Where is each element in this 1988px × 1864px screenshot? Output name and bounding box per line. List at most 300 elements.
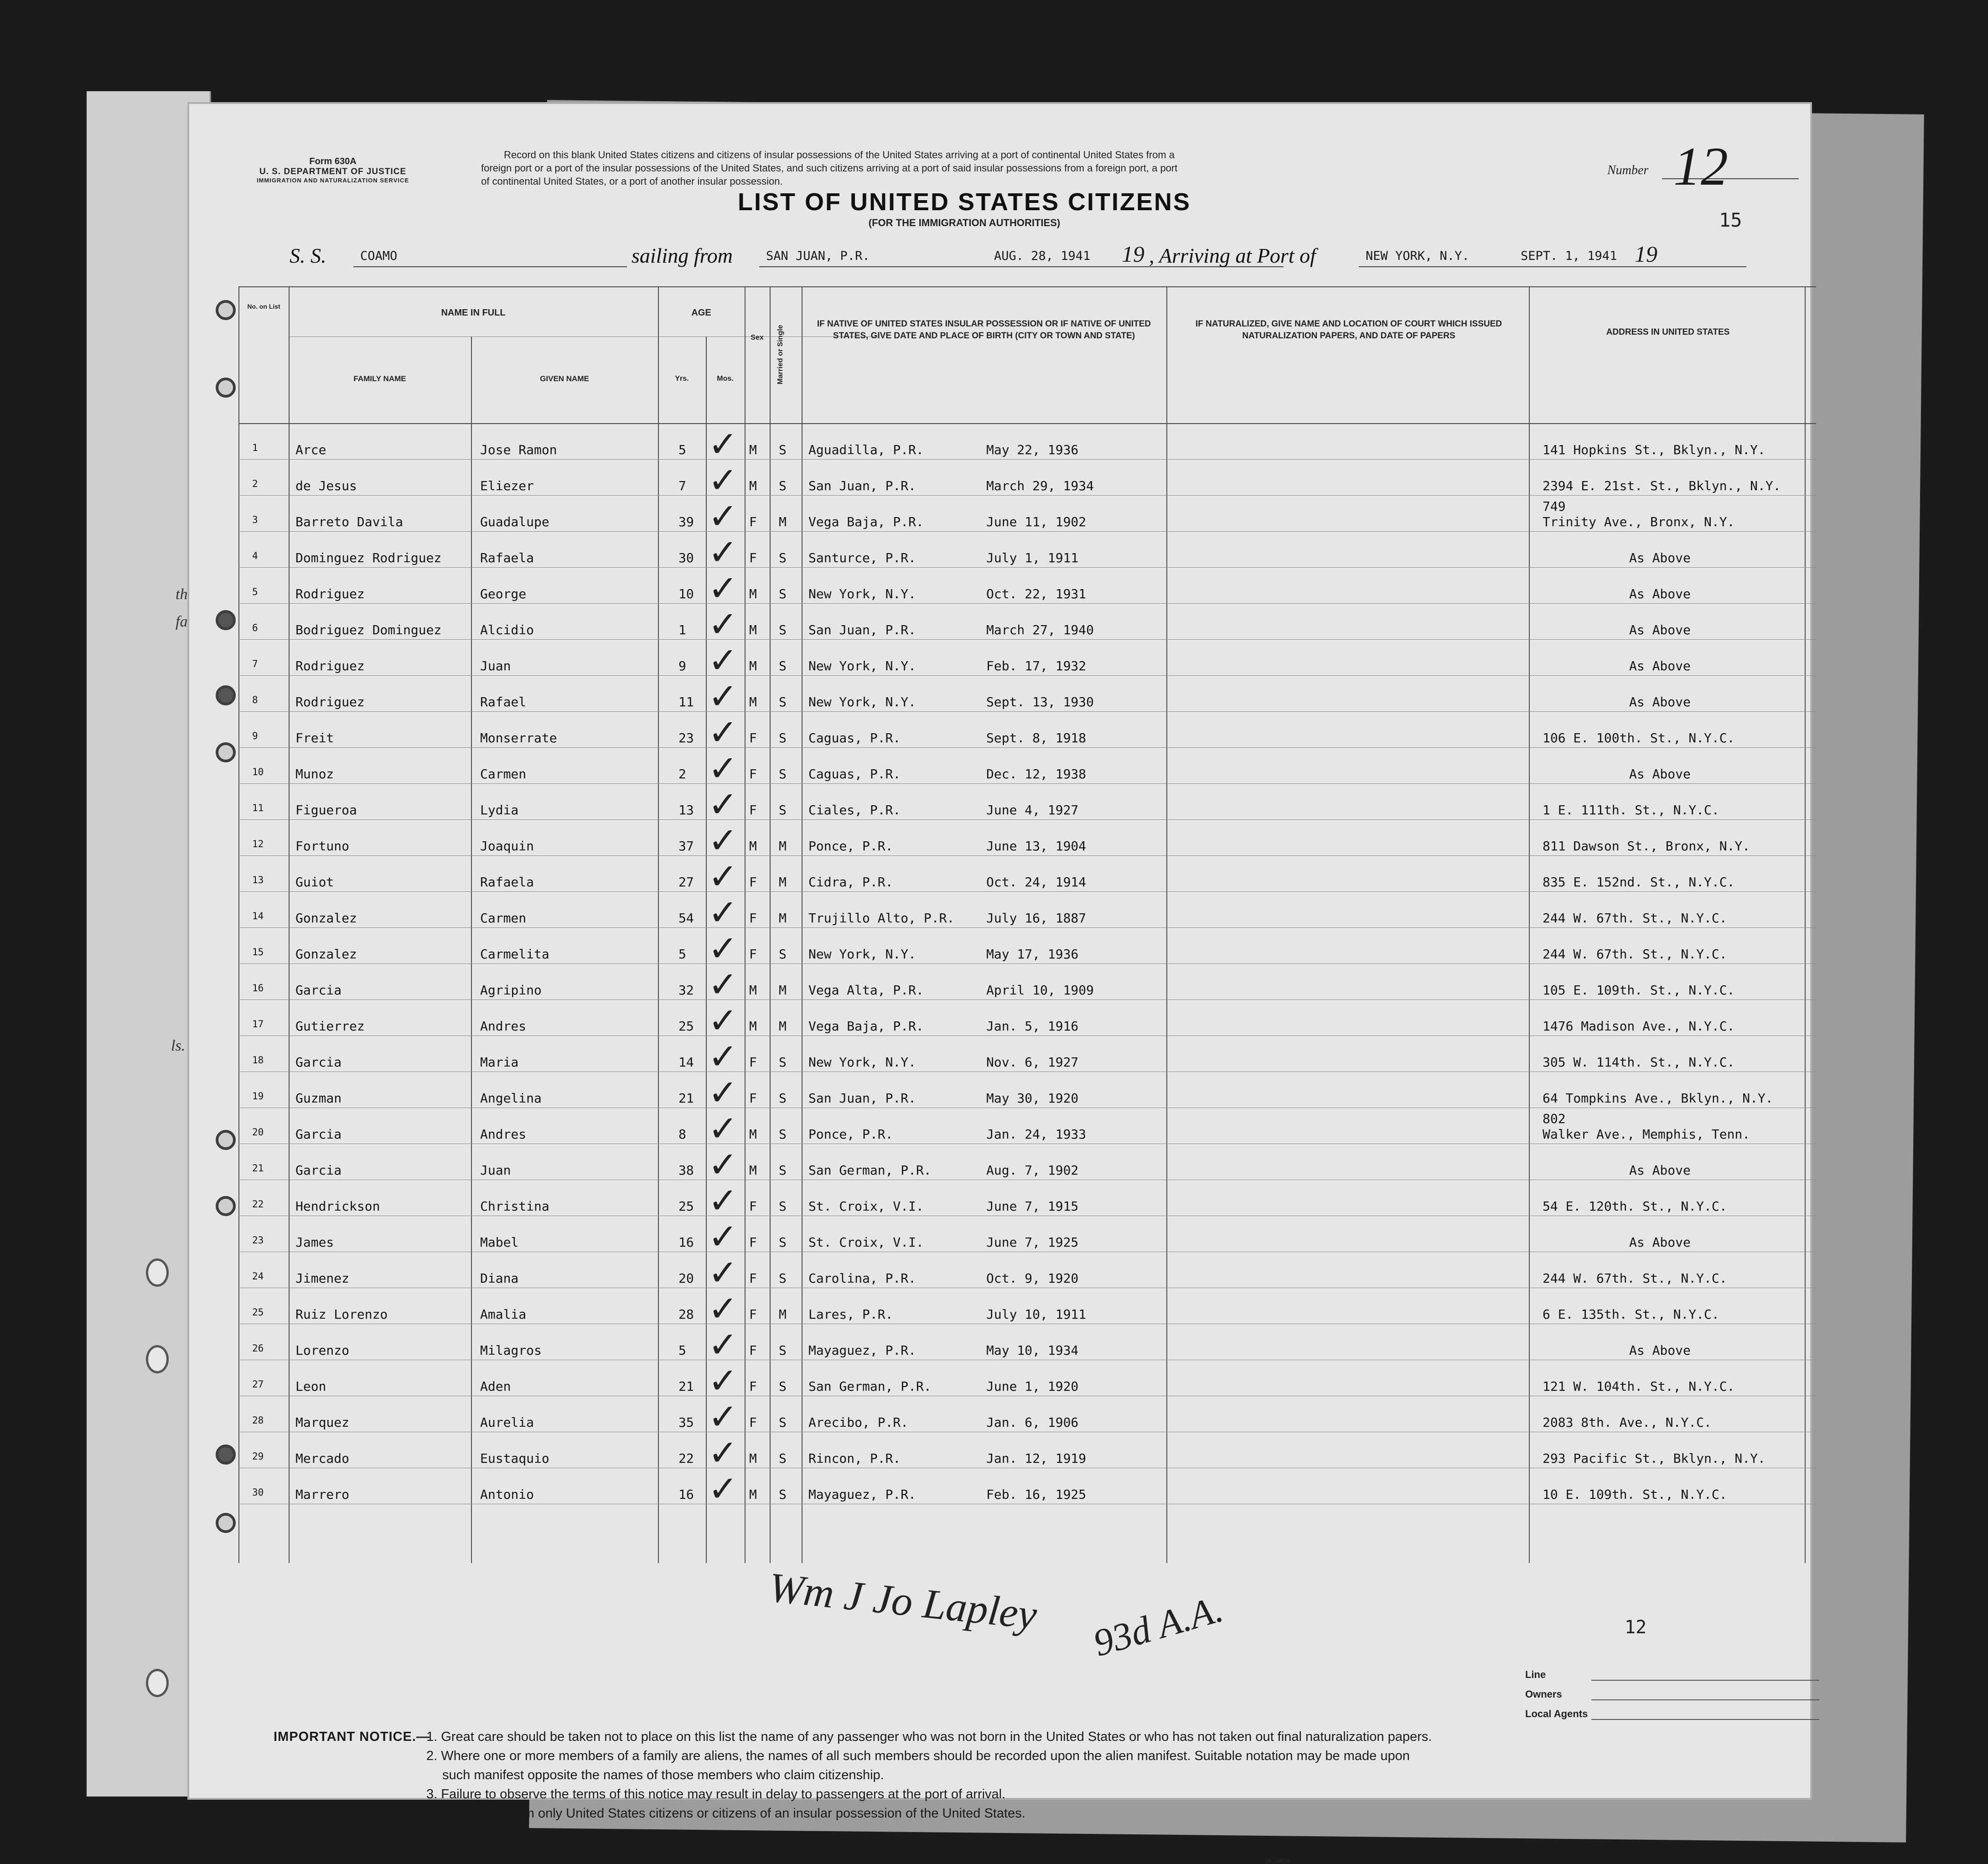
family-name-cell: Arce <box>295 442 326 457</box>
check-mark-icon: ✓ <box>708 820 738 861</box>
age-years-cell: 28 <box>678 1307 694 1322</box>
address-cell: As Above <box>1629 550 1691 565</box>
family-name-cell: Rodriguez <box>295 694 365 709</box>
arrival-date: SEPT. 1, 1941 <box>1521 249 1617 263</box>
check-mark-icon: ✓ <box>708 928 738 969</box>
birthplace-cell: Ponce, P.R. <box>808 839 893 854</box>
sex-cell: M <box>749 1487 757 1502</box>
birthplace-cell: San Juan, P.R. <box>808 478 916 493</box>
birthplace-cell: New York, N.Y. <box>808 658 916 673</box>
table-row <box>238 423 1816 465</box>
row-number: 17 <box>252 1019 264 1030</box>
table-row <box>238 1468 1816 1510</box>
table-row <box>238 1288 1816 1330</box>
form-instructions <box>481 148 1603 188</box>
age-years-cell: 5 <box>678 947 686 962</box>
binder-ring <box>216 685 236 705</box>
birthplace-cell: Cidra, P.R. <box>808 875 893 890</box>
age-years-cell: 21 <box>678 1091 694 1106</box>
address-cell: 811 Dawson St., Bronx, N.Y. <box>1543 839 1750 854</box>
family-name-cell: Leon <box>295 1379 326 1394</box>
header-yrs: Yrs. <box>675 375 689 383</box>
row-number: 19 <box>252 1091 264 1102</box>
family-name-cell: Gonzalez <box>295 947 357 962</box>
header-naturalized: IF NATURALIZED, GIVE NAME AND LOCATION OF COURT WHICH ISSUED NATURALIZATION PAPERS, AND DATE OF PAPERS <box>1195 319 1502 341</box>
marital-status-cell: S <box>779 1163 787 1178</box>
marital-status-cell: M <box>779 983 787 998</box>
age-years-cell: 23 <box>678 730 694 746</box>
header-name-in-full: NAME IN FULL <box>441 308 506 318</box>
family-name-cell: Marrero <box>295 1487 350 1502</box>
age-years-cell: 11 <box>678 694 694 709</box>
binder-ring <box>216 1445 236 1465</box>
address-cell: As Above <box>1629 694 1691 709</box>
marital-status-cell: M <box>779 1307 787 1322</box>
birthdate-cell: Feb. 16, 1925 <box>986 1487 1087 1502</box>
ship-name: COAMO <box>360 249 398 263</box>
form-number: Form 630A <box>309 156 357 166</box>
row-number: 20 <box>252 1127 264 1138</box>
address-cell: As Above <box>1629 1343 1691 1358</box>
birthplace-cell: Santurce, P.R. <box>808 550 916 565</box>
age-years-cell: 20 <box>678 1271 694 1286</box>
number-label: Number <box>1607 163 1649 177</box>
birthdate-cell: Jan. 12, 1919 <box>986 1451 1087 1466</box>
ss-label: S. S. <box>290 244 326 267</box>
age-years-cell: 25 <box>678 1199 694 1214</box>
row-number: 2 <box>252 478 258 489</box>
family-name-cell: Hendrickson <box>295 1199 380 1214</box>
birthplace-cell: Arecibo, P.R. <box>808 1415 909 1430</box>
given-name-cell: Milagros <box>480 1343 542 1358</box>
birthplace-cell: Caguas, P.R. <box>808 730 901 746</box>
family-name-cell: Dominguez Rodriguez <box>295 550 442 565</box>
sailing-from-label: sailing from <box>632 244 733 267</box>
birthplace-cell: San German, P.R. <box>808 1163 932 1178</box>
given-name-cell: Rafaela <box>480 875 534 890</box>
page-bottom-number: 12 <box>1625 1617 1647 1638</box>
given-name-cell: Eliezer <box>480 478 534 493</box>
birthplace-cell: Trujillo Alto, P.R. <box>808 911 955 926</box>
row-number: 13 <box>252 875 264 885</box>
given-name-cell: Amalia <box>480 1307 527 1322</box>
age-years-cell: 30 <box>678 550 694 565</box>
sex-cell: F <box>749 1199 757 1214</box>
age-years-cell: 39 <box>678 514 694 529</box>
birthdate-cell: Jan. 6, 1906 <box>986 1415 1079 1430</box>
check-mark-icon: ✓ <box>708 1325 738 1366</box>
left-fragment-text: ls. <box>171 1037 186 1054</box>
table-row <box>238 999 1816 1041</box>
sex-cell: M <box>749 586 757 601</box>
birthdate-cell: Feb. 17, 1932 <box>986 658 1087 673</box>
given-name-cell: George <box>480 586 527 601</box>
marital-status-cell: S <box>779 1379 787 1394</box>
marital-status-cell: M <box>779 911 787 926</box>
address-cell: 2083 8th. Ave., N.Y.C. <box>1543 1415 1712 1430</box>
header-address: ADDRESS IN UNITED STATES <box>1606 327 1730 337</box>
check-mark-icon: ✓ <box>708 496 738 537</box>
family-name-cell: Rodriguez <box>295 658 365 673</box>
manifest-sheet <box>189 104 1810 1864</box>
birthplace-cell: New York, N.Y. <box>808 586 916 601</box>
address-cell: 10 E. 109th. St., N.Y.C. <box>1543 1487 1727 1502</box>
age-years-cell: 27 <box>678 875 694 890</box>
table-row <box>238 567 1816 609</box>
table-row <box>238 1144 1816 1186</box>
sex-cell: M <box>749 1127 757 1142</box>
instruction-line: Record on this blank United States citizens and citizens of insular possessions of the United States arriving at a port of continental United States from a <box>504 149 1175 161</box>
table-row <box>238 495 1816 537</box>
local-agents-label: Local Agents <box>1525 1708 1588 1719</box>
birthdate-cell: Sept. 8, 1918 <box>986 730 1087 746</box>
birthplace-cell: Vega Alta, P.R. <box>808 983 924 998</box>
sex-cell: M <box>749 1163 757 1178</box>
sex-cell: M <box>749 1019 757 1034</box>
given-name-cell: Carmen <box>480 766 527 782</box>
notice-item-3: 3. Failure to observe the terms of this notice may result in delay to passengers at the port of arrival. <box>426 1787 1006 1802</box>
row-number: 7 <box>252 658 258 669</box>
sailing-year-label: 19 <box>1122 241 1144 267</box>
table-row <box>238 819 1816 861</box>
age-years-cell: 14 <box>678 1055 694 1070</box>
family-name-cell: Freit <box>295 730 334 746</box>
row-number: 29 <box>252 1451 264 1462</box>
family-name-cell: Garcia <box>295 1163 342 1178</box>
birthplace-cell: Carolina, P.R. <box>808 1271 916 1286</box>
age-years-cell: 54 <box>678 911 694 926</box>
age-years-cell: 5 <box>678 442 686 457</box>
sex-cell: F <box>749 1415 757 1430</box>
family-name-cell: Figueroa <box>295 803 357 818</box>
given-name-cell: Joaquin <box>480 839 534 854</box>
age-years-cell: 25 <box>678 1019 694 1034</box>
age-years-cell: 21 <box>678 1379 694 1394</box>
birthdate-cell: Jan. 24, 1933 <box>986 1127 1087 1142</box>
sex-cell: F <box>749 1271 757 1286</box>
check-mark-icon: ✓ <box>708 1000 738 1041</box>
birthdate-cell: June 7, 1925 <box>986 1235 1079 1250</box>
birthdate-cell: Nov. 6, 1927 <box>986 1055 1079 1070</box>
row-number: 18 <box>252 1055 264 1066</box>
address-cell: As Above <box>1629 622 1691 637</box>
sex-cell: M <box>749 694 757 709</box>
print-code: 16—18550 <box>1265 1859 1290 1864</box>
header-sex: Sex <box>751 334 764 342</box>
check-mark-icon: ✓ <box>708 424 738 465</box>
table-row <box>238 747 1816 789</box>
given-name-cell: Carmelita <box>480 947 549 962</box>
binder-ring <box>216 1130 236 1150</box>
sex-cell: F <box>749 1235 757 1250</box>
address-cell: 6 E. 135th. St., N.Y.C. <box>1543 1307 1719 1322</box>
sex-cell: F <box>749 1055 757 1070</box>
row-number: 26 <box>252 1343 264 1354</box>
birthdate-cell: Oct. 22, 1931 <box>986 586 1087 601</box>
birthplace-cell: San German, P.R. <box>808 1379 932 1394</box>
notice-item-1: 1. Great care should be taken not to place on this list the name of any passenger who was not born in the United States or who has not taken out final naturalization papers. <box>426 1729 1432 1744</box>
birthdate-cell: June 13, 1904 <box>986 839 1087 854</box>
check-mark-icon: ✓ <box>708 1036 738 1077</box>
table-row <box>238 1216 1816 1258</box>
age-years-cell: 8 <box>678 1127 686 1142</box>
marital-status-cell: S <box>779 1415 787 1430</box>
address-cell: 106 E. 100th. St., N.Y.C. <box>1543 730 1735 746</box>
age-years-cell: 13 <box>678 803 694 818</box>
sex-cell: M <box>749 1451 757 1466</box>
table-row <box>238 927 1816 969</box>
header-married-single: Married or Single <box>777 325 784 385</box>
sex-cell: M <box>749 478 757 493</box>
header-given-name: GIVEN NAME <box>540 374 589 383</box>
binder-ring <box>216 300 236 320</box>
marital-status-cell: S <box>779 1091 787 1106</box>
birthdate-cell: Jan. 5, 1916 <box>986 1019 1079 1034</box>
row-number: 22 <box>252 1199 264 1210</box>
row-number: 11 <box>252 803 264 813</box>
officer-signature-suffix: 93d A.A. <box>1088 1587 1228 1665</box>
birthdate-cell: May 30, 1920 <box>986 1091 1079 1106</box>
table-rule <box>238 286 1816 287</box>
check-mark-icon: ✓ <box>708 676 738 717</box>
binder-ring <box>216 378 236 398</box>
given-name-cell: Andres <box>480 1019 527 1034</box>
given-name-cell: Monserrate <box>480 730 557 746</box>
birthplace-cell: San Juan, P.R. <box>808 622 916 637</box>
given-name-cell: Angelina <box>480 1091 542 1106</box>
check-mark-icon: ✓ <box>708 1397 738 1438</box>
check-mark-icon: ✓ <box>708 892 738 933</box>
birthplace-cell: Caguas, P.R. <box>808 766 901 782</box>
birthplace-cell: Ciales, P.R. <box>808 803 901 818</box>
given-name-cell: Agripino <box>480 983 542 998</box>
marital-status-cell: S <box>779 1487 787 1502</box>
check-mark-icon: ✓ <box>708 1253 738 1294</box>
table-row <box>238 603 1816 645</box>
ship-underline <box>353 266 627 267</box>
page-number: 15 <box>1719 209 1742 231</box>
given-name-cell: Guadalupe <box>480 514 549 529</box>
sex-cell: F <box>749 911 757 926</box>
line-label: Line <box>1525 1669 1546 1680</box>
table-row <box>238 1324 1816 1366</box>
given-name-cell: Andres <box>480 1127 527 1142</box>
address-cell: As Above <box>1629 1163 1691 1178</box>
row-number: 9 <box>252 730 258 741</box>
birthdate-cell: April 10, 1909 <box>986 983 1094 998</box>
table-row <box>238 1180 1816 1222</box>
marital-status-cell: S <box>779 1127 787 1142</box>
owners-underline <box>1591 1699 1819 1700</box>
header-mos: Mos. <box>717 375 734 383</box>
marital-status-cell: M <box>779 875 787 890</box>
header-family-name: FAMILY NAME <box>353 374 406 383</box>
list-number: 12 <box>1673 136 1728 197</box>
marital-status-cell: S <box>779 947 787 962</box>
row-number: 30 <box>252 1487 264 1498</box>
passenger-table <box>238 286 1816 1563</box>
row-number: 16 <box>252 983 264 994</box>
table-row <box>238 891 1816 933</box>
given-name-cell: Maria <box>480 1055 519 1070</box>
address-cell: 244 W. 67th. St., N.Y.C. <box>1543 911 1727 926</box>
age-years-cell: 10 <box>678 586 694 601</box>
address-cell: 244 W. 67th. St., N.Y.C. <box>1543 1271 1727 1286</box>
check-mark-icon: ✓ <box>708 1217 738 1258</box>
owners-label: Owners <box>1525 1688 1562 1700</box>
birthdate-cell: July 16, 1887 <box>986 911 1087 926</box>
sex-cell: F <box>749 1379 757 1394</box>
family-name-cell: Garcia <box>295 1055 342 1070</box>
marital-status-cell: S <box>779 730 787 746</box>
arrival-year-label: 19 <box>1635 241 1657 267</box>
table-row <box>238 1252 1816 1294</box>
row-number: 25 <box>252 1307 264 1318</box>
marital-status-cell: S <box>779 1199 787 1214</box>
document-title: LIST OF UNITED STATES CITIZENS <box>738 188 1191 216</box>
sex-cell: M <box>749 983 757 998</box>
row-number: 15 <box>252 947 264 958</box>
address-cell: 2394 E. 21st. St., Bklyn., N.Y. <box>1543 478 1781 493</box>
age-years-cell: 37 <box>678 839 694 854</box>
sex-cell: M <box>749 839 757 854</box>
sex-cell: F <box>749 1343 757 1358</box>
table-row <box>238 639 1816 681</box>
check-mark-icon: ✓ <box>708 1144 738 1186</box>
address-cell: 305 W. 114th. St., N.Y.C. <box>1543 1055 1735 1070</box>
table-row <box>238 1036 1816 1077</box>
given-name-cell: Christina <box>480 1199 549 1214</box>
address-cell: As Above <box>1629 1235 1691 1250</box>
address-cell: 1 E. 111th. St., N.Y.C. <box>1543 803 1719 818</box>
birthplace-cell: San Juan, P.R. <box>808 1091 916 1106</box>
address-cell: Trinity Ave., Bronx, N.Y. <box>1543 514 1735 529</box>
age-years-cell: 1 <box>678 622 686 637</box>
row-number: 1 <box>252 442 258 453</box>
family-name-cell: Ruiz Lorenzo <box>295 1307 388 1322</box>
family-name-cell: Marquez <box>295 1415 350 1430</box>
check-mark-icon: ✓ <box>708 640 738 681</box>
address-cell: 244 W. 67th. St., N.Y.C. <box>1543 947 1727 962</box>
table-row <box>238 711 1816 753</box>
age-years-cell: 5 <box>678 1343 686 1358</box>
birthdate-cell: June 4, 1927 <box>986 803 1079 818</box>
row-number: 3 <box>252 514 258 525</box>
notice-item-4: 4. List on this form only United States citizens or citizens of an insular possession of the United States. <box>426 1806 1025 1821</box>
address-cell: 54 E. 120th. St., N.Y.C. <box>1543 1199 1727 1214</box>
check-mark-icon: ✓ <box>708 1072 738 1113</box>
marital-status-cell: M <box>779 839 787 854</box>
arrival-port: NEW YORK, N.Y. <box>1366 249 1470 263</box>
age-years-cell: 32 <box>678 983 694 998</box>
birthplace-cell: New York, N.Y. <box>808 1055 916 1070</box>
birthdate-cell: July 10, 1911 <box>986 1307 1087 1322</box>
address-cell: 141 Hopkins St., Bklyn., N.Y. <box>1543 442 1765 457</box>
birthdate-cell: Dec. 12, 1938 <box>986 766 1087 782</box>
address-cell: 121 W. 104th. St., N.Y.C. <box>1543 1379 1735 1394</box>
given-name-cell: Diana <box>480 1271 519 1286</box>
check-mark-icon: ✓ <box>708 748 738 789</box>
marital-status-cell: M <box>779 514 787 529</box>
birthplace-cell: New York, N.Y. <box>808 947 916 962</box>
birthdate-cell: May 10, 1934 <box>986 1343 1079 1358</box>
notice-item-2: 2. Where one or more members of a family are aliens, the names of all such members should be recorded upon the alien manifest. Suitable notation may be made upon <box>426 1749 1410 1763</box>
given-name-cell: Alcidio <box>480 622 534 637</box>
sex-cell: F <box>749 947 757 962</box>
sex-cell: F <box>749 550 757 565</box>
arriving-label: , Arriving at Port of <box>1149 244 1316 267</box>
age-years-cell: 38 <box>678 1163 694 1178</box>
marital-status-cell: S <box>779 1451 787 1466</box>
marital-status-cell: S <box>779 1271 787 1286</box>
birthplace-cell: Ponce, P.R. <box>808 1127 893 1142</box>
sex-cell: M <box>749 622 757 637</box>
given-name-cell: Rafael <box>480 694 527 709</box>
marital-status-cell: S <box>779 803 787 818</box>
given-name-cell: Aden <box>480 1379 511 1394</box>
binder-ring <box>216 610 236 630</box>
given-name-cell: Eustaquio <box>480 1451 549 1466</box>
punch-hole <box>146 1345 169 1373</box>
family-name-cell: Garcia <box>295 983 342 998</box>
family-name-cell: Fortuno <box>295 839 350 854</box>
given-name-cell: Juan <box>480 658 511 673</box>
birthdate-cell: Oct. 24, 1914 <box>986 875 1087 890</box>
instruction-line: of continental United States, or a port of another insular possession. <box>481 176 783 187</box>
family-name-cell: Jimenez <box>295 1271 350 1286</box>
marital-status-cell: S <box>779 658 787 673</box>
age-years-cell: 7 <box>678 478 686 493</box>
sailing-port: SAN JUAN, P.R. <box>766 249 870 263</box>
address-cell: As Above <box>1629 766 1691 782</box>
binder-ring <box>216 1196 236 1216</box>
check-mark-icon: ✓ <box>708 1108 738 1149</box>
sex-cell: F <box>749 730 757 746</box>
age-years-cell: 9 <box>678 658 686 673</box>
marital-status-cell: S <box>779 766 787 782</box>
punch-hole <box>146 1258 169 1287</box>
check-mark-icon: ✓ <box>708 1289 738 1330</box>
birthdate-cell: May 17, 1936 <box>986 947 1079 962</box>
check-mark-icon: ✓ <box>708 460 738 501</box>
family-name-cell: Garcia <box>295 1127 342 1142</box>
address-number-cell: 802 <box>1543 1111 1566 1126</box>
family-name-cell: Bodriguez Dominguez <box>295 622 442 637</box>
birthplace-cell: Aguadilla, P.R. <box>808 442 924 457</box>
instruction-line: foreign port or a port of the insular possessions of the United States, and such citizens arriving at a port of said insular possessions from a foreign port, a port <box>481 162 1178 174</box>
local-agents-underline <box>1591 1719 1819 1720</box>
given-name-cell: Mabel <box>480 1235 519 1250</box>
birthdate-cell: March 29, 1934 <box>986 478 1094 493</box>
check-mark-icon: ✓ <box>708 1361 738 1402</box>
check-mark-icon: ✓ <box>708 568 738 609</box>
birthdate-cell: June 11, 1902 <box>986 514 1087 529</box>
sex-cell: M <box>749 658 757 673</box>
birthdate-cell: Aug. 7, 1902 <box>986 1163 1079 1178</box>
service-name: IMMIGRATION AND NATURALIZATION SERVICE <box>256 177 409 184</box>
birthdate-cell: May 22, 1936 <box>986 442 1079 457</box>
check-mark-icon: ✓ <box>708 532 738 573</box>
table-row <box>238 963 1816 1005</box>
header-birthplace: IF NATIVE OF UNITED STATES INSULAR POSSESSION OR IF NATIVE OF UNITED STATES, GIVE DATE AND PLACE OF BIRTH (CITY OR TOWN AND STATE) <box>817 319 1151 341</box>
marital-status-cell: S <box>779 586 787 601</box>
table-row <box>238 1396 1816 1438</box>
given-name-cell: Rafaela <box>480 550 534 565</box>
given-name-cell: Carmen <box>480 911 527 926</box>
table-row <box>238 855 1816 897</box>
sex-cell: F <box>749 1091 757 1106</box>
check-mark-icon: ✓ <box>708 784 738 825</box>
